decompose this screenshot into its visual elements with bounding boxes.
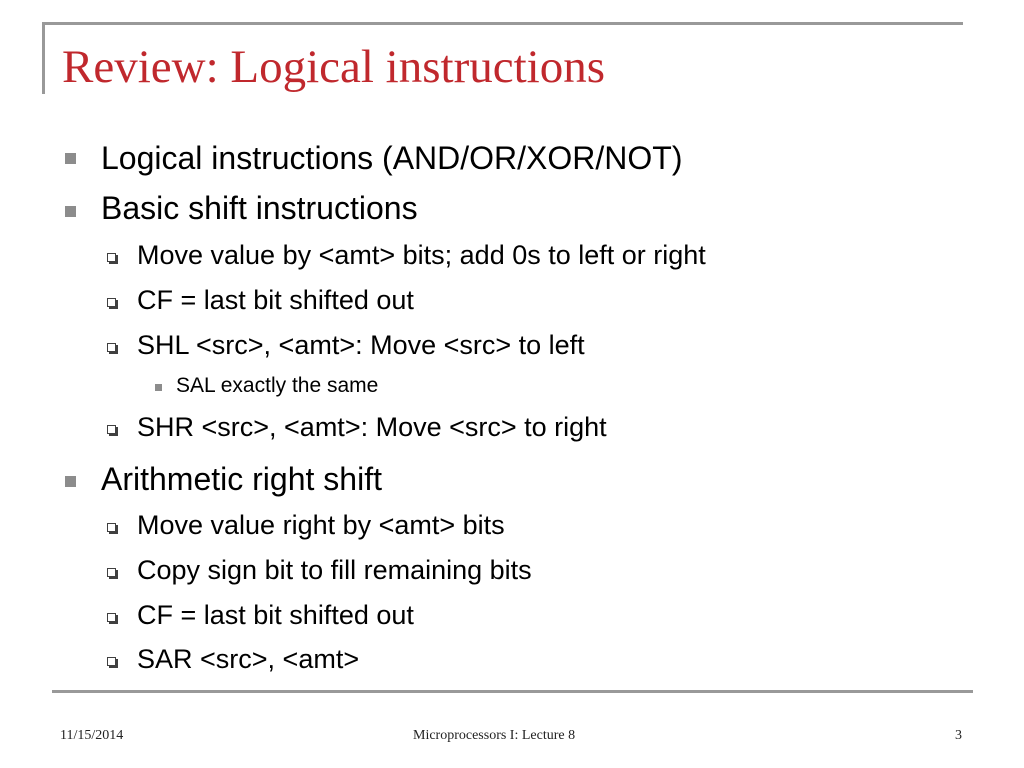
bullet-level2: SHL <src>, <amt>: Move <src> to left <box>137 330 585 360</box>
bullet-level2: SHR <src>, <amt>: Move <src> to right <box>137 412 607 442</box>
bullet-level2: Copy sign bit to fill remaining bits <box>137 555 532 585</box>
bullet-level1: Basic shift instructions <box>101 190 418 226</box>
hollow-square-bullet-icon <box>107 425 116 434</box>
bullet-level1: Arithmetic right shift <box>101 461 382 497</box>
bullet-level2: SAR <src>, <amt> <box>137 644 360 674</box>
title-frame-top-rule <box>42 22 963 25</box>
slide-title: Review: Logical instructions <box>62 41 606 93</box>
bullet-level2: Move value right by <amt> bits <box>137 510 505 540</box>
square-bullet-icon <box>65 153 76 164</box>
bullet-level2: CF = last bit shifted out <box>137 285 414 315</box>
footer-page-number: 3 <box>955 728 962 743</box>
hollow-square-bullet-icon <box>107 253 116 262</box>
hollow-square-bullet-icon <box>107 657 116 666</box>
square-bullet-icon <box>65 206 76 217</box>
bullet-level2: Move value by <amt> bits; add 0s to left or right <box>137 240 706 270</box>
hollow-square-bullet-icon <box>107 523 116 532</box>
hollow-square-bullet-icon <box>107 343 116 352</box>
bullet-level2: CF = last bit shifted out <box>137 600 414 630</box>
hollow-square-bullet-icon <box>107 613 116 622</box>
bullet-level3: SAL exactly the same <box>176 374 379 397</box>
bullet-level1: Logical instructions (AND/OR/XOR/NOT) <box>101 140 683 176</box>
hollow-square-bullet-icon <box>107 298 116 307</box>
hollow-square-bullet-icon <box>107 568 116 577</box>
footer-rule <box>52 690 973 693</box>
footer-date: 11/15/2014 <box>60 728 124 743</box>
footer-course: Microprocessors I: Lecture 8 <box>413 728 576 743</box>
square-bullet-icon <box>65 476 76 487</box>
small-square-bullet-icon <box>155 384 162 391</box>
title-frame-left-rule <box>42 22 45 94</box>
